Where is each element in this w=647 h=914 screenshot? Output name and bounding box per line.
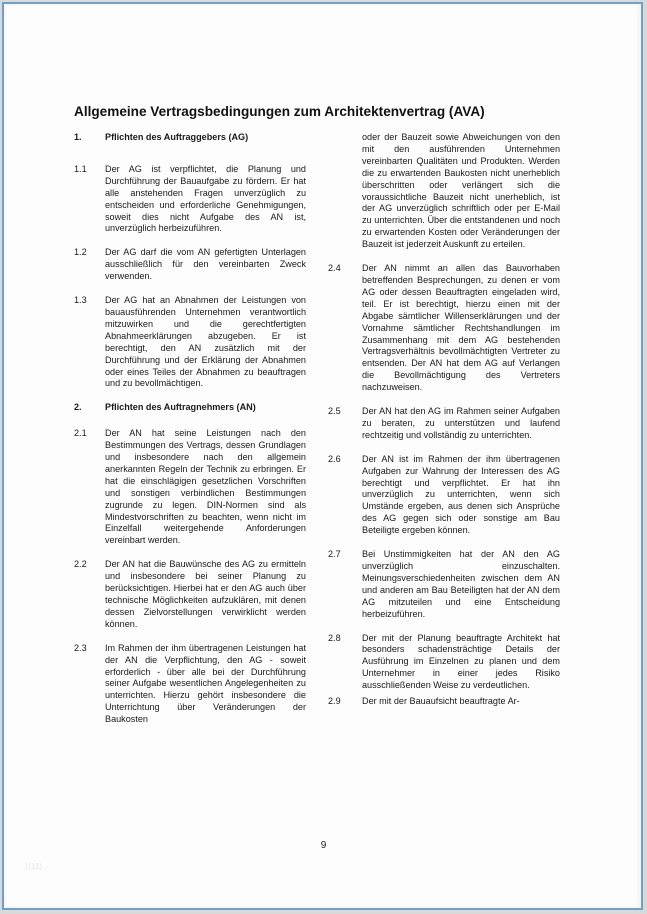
clause-text: Der AG hat an Abnahmen der Leistungen von bauausführenden Unternehmen verantwortlich mitzuwirken und die gerechtfertigten Abnahmeerklärungen abzugeben. Er ist berechtigt, den AN zusätzlich mit der Durchführung und der Erklärung der Abnahmen oder eines Teiles der Abnahmen zu beauftragen und zu bevollmächtigen. xyxy=(105,295,306,389)
clause-2-5 xyxy=(328,406,560,442)
clause-text: Der AN hat den AG im Rahmen seiner Aufgaben zu beraten, zu unterstützen und laufend rechtzeitig und vollständig zu unterrichten. xyxy=(362,406,560,440)
clause-1-2 xyxy=(74,247,306,283)
clause-text: Der mit der Planung beauftragte Architekt hat besonders schadensträchtige Details der Ausführung im Einzelnen zu planen und dem Unternehmer in einer jedes Risiko ausschließenden Weise zu verdeutlichen. xyxy=(362,632,560,691)
section-title: Pflichten des Auftraggebers (AG) xyxy=(105,132,249,142)
clause-2-2 xyxy=(74,559,306,630)
clause-2-6 xyxy=(328,454,560,537)
clause-text: Der AN nimmt an allen das Bauvorhaben betreffenden Besprechungen, zu denen er vom AG oder dessen Beauftragten eingeladen wird, teil. Er ist berechtigt, hierzu einen mit der Abgabe sämtlicher Willenserklärungen und der Vornahme sämtlicher Rechtshandlungen im Zusammenhang mit dem AG bestehenden Vertragsverhältnis bevollmächtigten Vertreter zu entsenden. Der AN hat dem AG auf Verlangen die Bevollmächtigung des Vertreters nachzuweisen. xyxy=(362,263,560,393)
clause-1-3 xyxy=(74,295,306,390)
clause-2-3 xyxy=(74,643,306,726)
clause-number: 2.1 xyxy=(74,428,87,439)
clause-2-9 xyxy=(328,696,560,708)
clause-number: 2.5 xyxy=(328,406,341,417)
clause-text: Der AN ist im Rahmen der ihm übertragenen Aufgaben zur Wahrung der Interessen des AG berechtigt und verpflichtet. Er hat ihn unverzüglich zu unterrichten, wenn sich Umstände ergeben, aus denen sich Ansprüche des AG gegen sich oder sonstige am Bau Beteiligte ergeben können. xyxy=(362,453,560,536)
clause-text: Der AG ist verpflichtet, die Planung und Durchführung der Bauaufgabe zu fördern. Er hat alle anstehenden Fragen unverzüglich zu entscheiden und erforderliche Genehmigungen, soweit dies nicht Aufgabe des AN ist, unverzüglich herbeizuführen. xyxy=(105,163,306,234)
clause-number: 1.1 xyxy=(74,163,87,174)
section-number: 2. xyxy=(74,402,82,413)
clause-2-8 xyxy=(328,633,560,693)
clause-1-1 xyxy=(74,164,306,235)
clause-2-4 xyxy=(328,263,560,394)
right-column xyxy=(328,132,560,720)
clause-number: 2.3 xyxy=(74,642,87,653)
clause-number: 1.3 xyxy=(74,295,87,306)
section-heading-2 xyxy=(74,402,306,414)
clause-number: 2.2 xyxy=(74,559,87,570)
clause-text: Der AN hat die Bauwünsche des AG zu ermitteln und insbesondere bei seiner Planung zu berücksichtigen. Hierbei hat er den AG auch über technische Möglichkeiten aufzuklären, mit denen dessen Zielvorstellungen verwirklicht werden können. xyxy=(105,559,306,629)
document-title: Allgemeine Vertragsbedingungen zum Architektenvertrag (AVA) xyxy=(74,104,485,119)
clause-number: 1.2 xyxy=(74,247,87,258)
clause-text: Der AN hat seine Leistungen nach den Bestimmungen des Vertrags, dessen Grundlagen und insbesondere nach den allgemein anerkannten Regeln der Technik zu erbringen. Er hat die einschlägigen gesetzlichen Vorschriften und sonstigen verbindlichen Bestimmungen zugrunde zu legen. DIN-Normen sind als Mindestvorschriften zu beachten, wenn nicht im Einzelfall weitergehende Anforderungen vereinbart werden. xyxy=(105,428,306,546)
clause-text: Im Rahmen der ihm übertragenen Leistungen hat der AN die Verpflichtung, den AG - soweit erforderlich - über alle bei der Durchführung seiner Aufgabe wesentlichen Angelegenheiten zu unterrichten. Hierzu gehört insbesondere die Unterrichtung über Veränderungen der Baukosten xyxy=(105,642,306,725)
clause-text: Der AG darf die vom AN gefertigten Unterlagen ausschließlich für den vereinbarten Zweck verwenden. xyxy=(105,247,306,282)
clause-2-3-continued: oder der Bauzeit sowie Abweichungen von den mit den ausführenden Unternehmen vereinbarten Qualitäten und Produkten. Werden die zu erwartenden Baukosten nicht unerheblich überschritten oder verlängert sich die voraussichtliche Bauzeit nicht unerheblich, ist der AG unverzüglich schriftlich oder per E-Mail zu unterrichten. Über die entstandenen und noch zu erwartenden Kosten oder Veränderungen der Bauzeit ist jederzeit Auskunft zu erteilen. xyxy=(362,132,560,250)
clause-2-1 xyxy=(74,428,306,547)
clause-number: 2.6 xyxy=(328,453,341,464)
section-number: 1. xyxy=(74,132,82,142)
clause-text: Bei Unstimmigkeiten hat der AN den AG unverzüglich einzuschalten. Meinungsverschiedenheiten zwischen dem AN und anderen am Bau Beteiligten hat der AN dem AG mitzuteilen und eine Entscheidung herbeizuführen. xyxy=(362,549,560,619)
clause-number: 2.4 xyxy=(328,263,341,274)
watermark: 1(11) xyxy=(24,862,43,871)
page-number: 9 xyxy=(320,840,327,851)
section-title: Pflichten des Auftragnehmers (AN) xyxy=(105,402,256,413)
clause-number: 2.9 xyxy=(328,696,341,707)
left-column xyxy=(74,132,306,738)
section-heading-1 xyxy=(74,132,306,144)
clause-number: 2.8 xyxy=(328,632,341,643)
clause-2-7 xyxy=(328,549,560,620)
clause-number: 2.7 xyxy=(328,549,341,560)
clause-text: Der mit der Bauaufsicht beauftragte Ar- xyxy=(362,696,520,707)
